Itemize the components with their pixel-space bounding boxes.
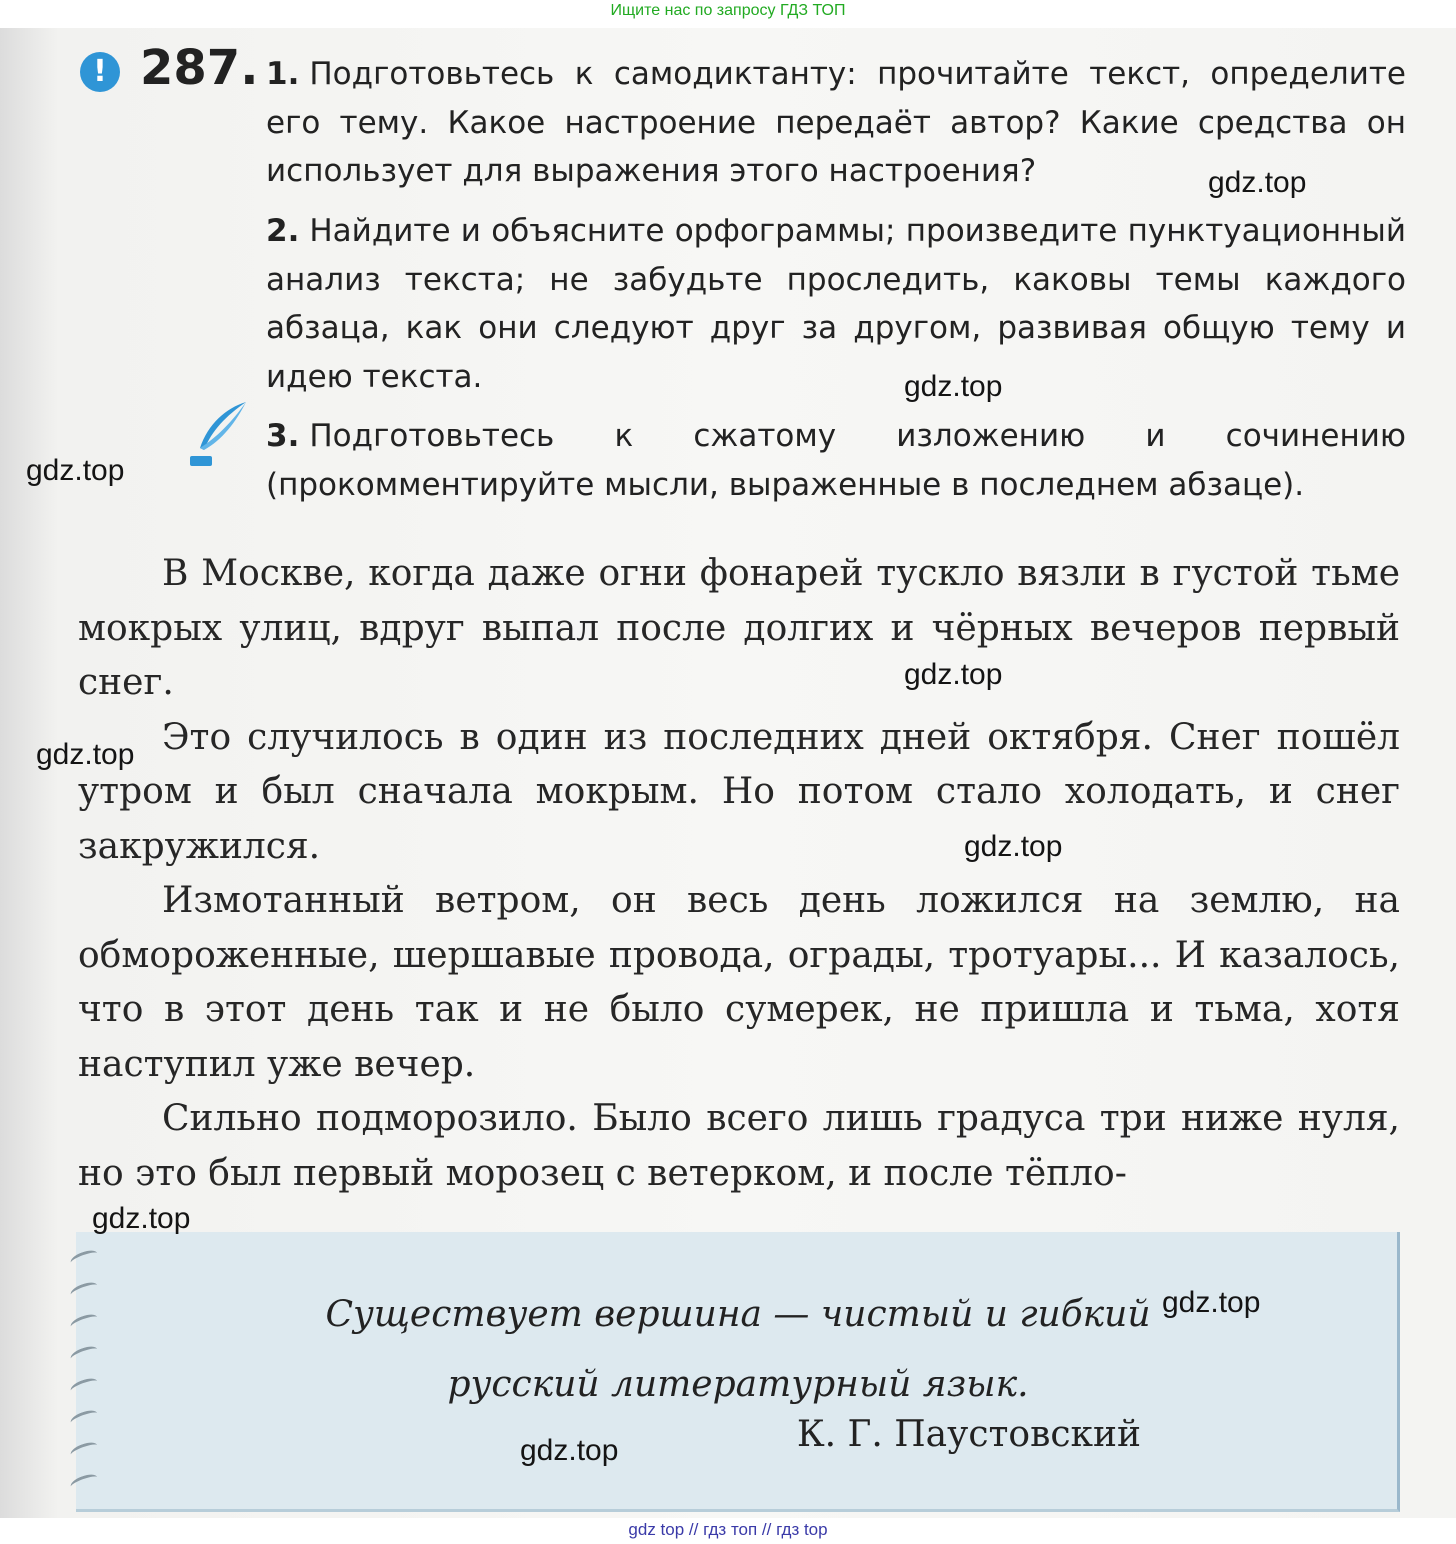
quill-pen-icon	[186, 400, 250, 470]
task-2-number: 2.	[266, 213, 300, 249]
watermark: gdz.top	[92, 1202, 191, 1235]
paragraph-4: Сильно подморозило. Было всего лишь градуса три ниже нуля, но это был первый морозец с ветерком, и после тёпло-	[78, 1098, 1400, 1194]
quote-author: К. Г. Паустовский	[796, 1414, 1141, 1455]
watermark: gdz.top	[1162, 1286, 1261, 1319]
bottom-banner[interactable]: gdz top // гдз топ // гдз top	[628, 1520, 828, 1539]
watermark: gdz.top	[1208, 166, 1307, 199]
quote-line-1: Существует вершина — чистый и гибкий	[325, 1294, 1151, 1335]
watermark: gdz.top	[36, 738, 135, 771]
task-2-text: Найдите и объясните орфограммы; произведите пунктуационный анализ текста; не забудьте проследить, каковы темы каждого абзаца, как они следуют друг за другом, развивая общую тему и идею текста.	[266, 213, 1406, 395]
paragraph-1: В Москве, когда даже огни фонарей тускло вязли в густой тьме мокрых улиц, вдруг выпал после долгих и чёрных вечеров первый снег.	[78, 553, 1400, 703]
paragraph-3: Измотанный ветром, он весь день ложился на землю, на обмороженные, шершавые провода, ограды, тротуары... И казалось, что в этот день так и не было сумерек, не пришла и тьма, хотя наступил уже вечер.	[78, 880, 1400, 1085]
watermark: gdz.top	[964, 830, 1063, 863]
quote-line-2: русский литературный язык.	[447, 1364, 1029, 1405]
watermark: gdz.top	[904, 370, 1003, 403]
task-3	[266, 412, 1406, 509]
paragraph-2: Это случилось в один из последних дней октября. Снег пошёл утром и был сначала мокрым. Но потом стало холодать, и снег закружился.	[78, 716, 1400, 867]
watermark: gdz.top	[520, 1434, 619, 1467]
dictation-text	[78, 547, 1400, 1201]
exercise-number: 287.	[140, 40, 259, 96]
watermark: gdz.top	[904, 658, 1003, 691]
quote-box	[76, 1232, 1400, 1512]
task-1-text: Подготовьтесь к самодиктанту: прочитайте текст, определите его тему. Какое настроение передаёт автор? Какие средства он использует для выражения этого настроения?	[266, 56, 1406, 189]
task-1-number: 1.	[266, 56, 300, 92]
top-banner[interactable]: Ищите нас по запросу ГДЗ ТОП	[610, 2, 846, 19]
task-3-number: 3.	[266, 418, 300, 454]
task-3-text: Подготовьтесь к сжатому изложению и сочинению (прокомментируйте мысли, выраженные в последнем абзаце).	[266, 418, 1406, 503]
watermark: gdz.top	[26, 454, 125, 487]
task-2	[266, 207, 1406, 401]
exclamation-circle-icon: !	[80, 52, 120, 92]
